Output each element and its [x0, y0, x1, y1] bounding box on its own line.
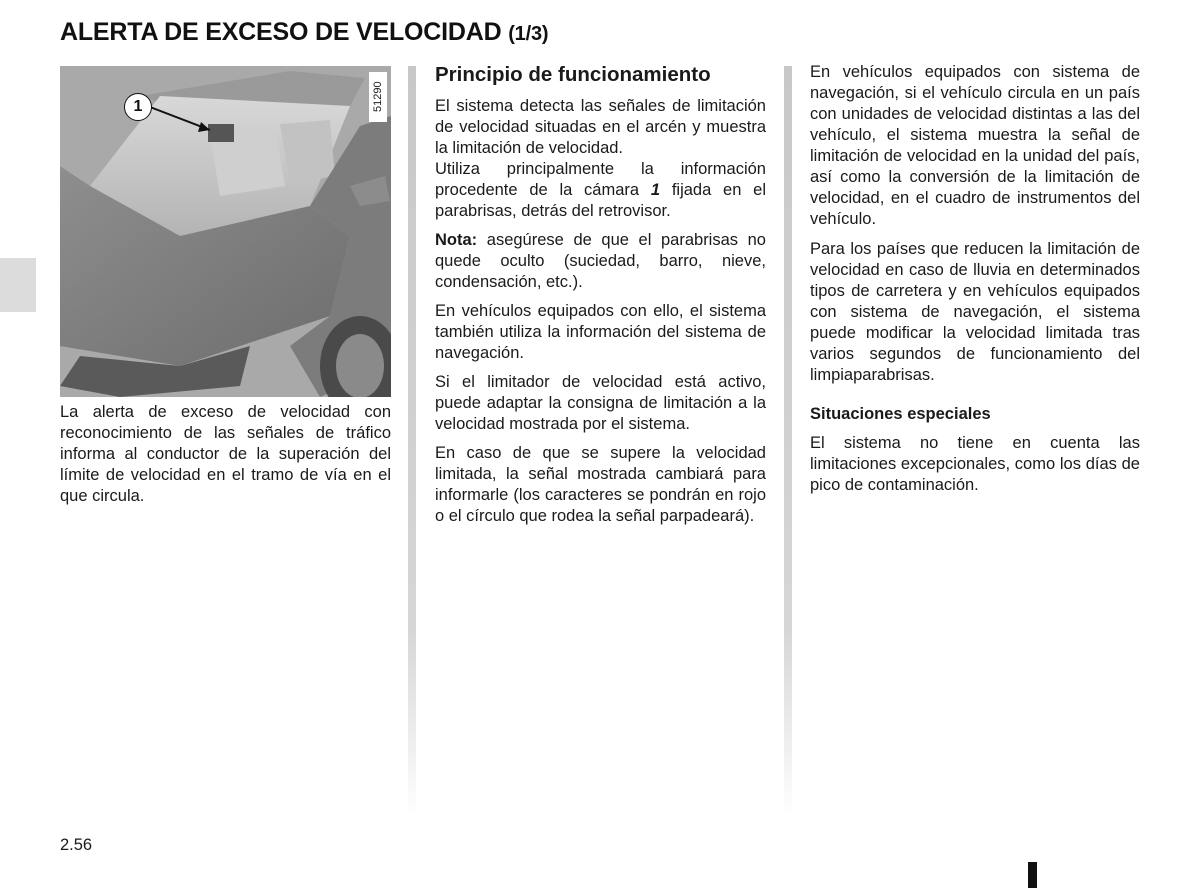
paragraph-limiter: Si el limitador de velocidad está activo, puede adaptar la consigna de limitación a la velocidad mostrada por el sistema.	[435, 373, 766, 433]
camera-reference-number: 1	[650, 181, 661, 199]
paragraph-overspeed: En caso de que se supere la velocidad limitada, la señal mostrada cambiará para informarle (los caracteres se pondrán en rojo o el círculo que rodea la señal parpadeará).	[435, 444, 766, 525]
camera-block	[208, 124, 234, 142]
paragraph-detection	[435, 96, 766, 222]
paragraph-exceptions: El sistema no tiene en cuenta las limitaciones excepcionales, como los días de pico de contaminación.	[810, 434, 1140, 494]
column-divider-right	[784, 66, 792, 818]
column-navigation-info	[810, 62, 1140, 505]
paragraph-note	[435, 230, 766, 293]
note-text: asegúrese de que el parabrisas no quede oculto (suciedad, barro, nieve, condensación, etc.).	[435, 231, 766, 291]
page-corner-mark	[1028, 862, 1037, 888]
note-label: Nota:	[435, 231, 478, 249]
paragraph-navigation: En vehículos equipados con ello, el sistema también utiliza la información del sistema de navegación.	[435, 302, 766, 362]
page-title-suffix: (1/3)	[508, 23, 549, 45]
figure-caption: La alerta de exceso de velocidad con reconocimiento de las señales de tráfico informa al conductor de la superación del límite de velocidad en el tramo de vía en el que circula.	[60, 403, 391, 505]
column-divider-left	[408, 66, 416, 818]
paragraph-rain: Para los países que reducen la limitación de velocidad en caso de lluvia en determinados tipos de carretera y en vehículos equipados con sistema de navegación, el sistema puede modificar la velocidad limitada tras varios segundos de funcionamiento del limpiaparabrisas.	[810, 240, 1140, 384]
section-heading-principle: Principio de funcionamiento	[435, 63, 711, 86]
page-number: 2.56	[60, 836, 93, 854]
paragraph-detection-b-post: fijada en el parabrisas, detrás del retrovisor.	[435, 181, 766, 220]
section-tab-marker	[0, 258, 36, 312]
paragraph-detection-b-pre: Utiliza principalmente la información procedente de la cámara	[435, 160, 766, 199]
paragraph-units: En vehículos equipados con sistema de navegación, si el vehículo circula en un país con unidades de velocidad distintas a las del vehículo, el sistema muestra la señal de limitación de velocidad en la unidad del país, así como la conversión de la limitación de velocidad, en el cuadro de instrumentos del vehículo.	[810, 63, 1140, 228]
car-drawing	[60, 66, 391, 397]
paragraph-detection-a: El sistema detecta las señales de limitación de velocidad situadas en el arcén y muestra la limitación de velocidad.	[435, 97, 766, 157]
section-heading-special: Situaciones especiales	[810, 405, 991, 423]
car-windshield-illustration	[60, 66, 391, 397]
page-title	[60, 18, 548, 47]
callout-1-marker: 1	[124, 93, 152, 121]
figure-code: 51290	[369, 72, 387, 122]
page-title-text: ALERTA DE EXCESO DE VELOCIDAD	[60, 18, 502, 46]
column-operation-principle	[435, 62, 766, 535]
